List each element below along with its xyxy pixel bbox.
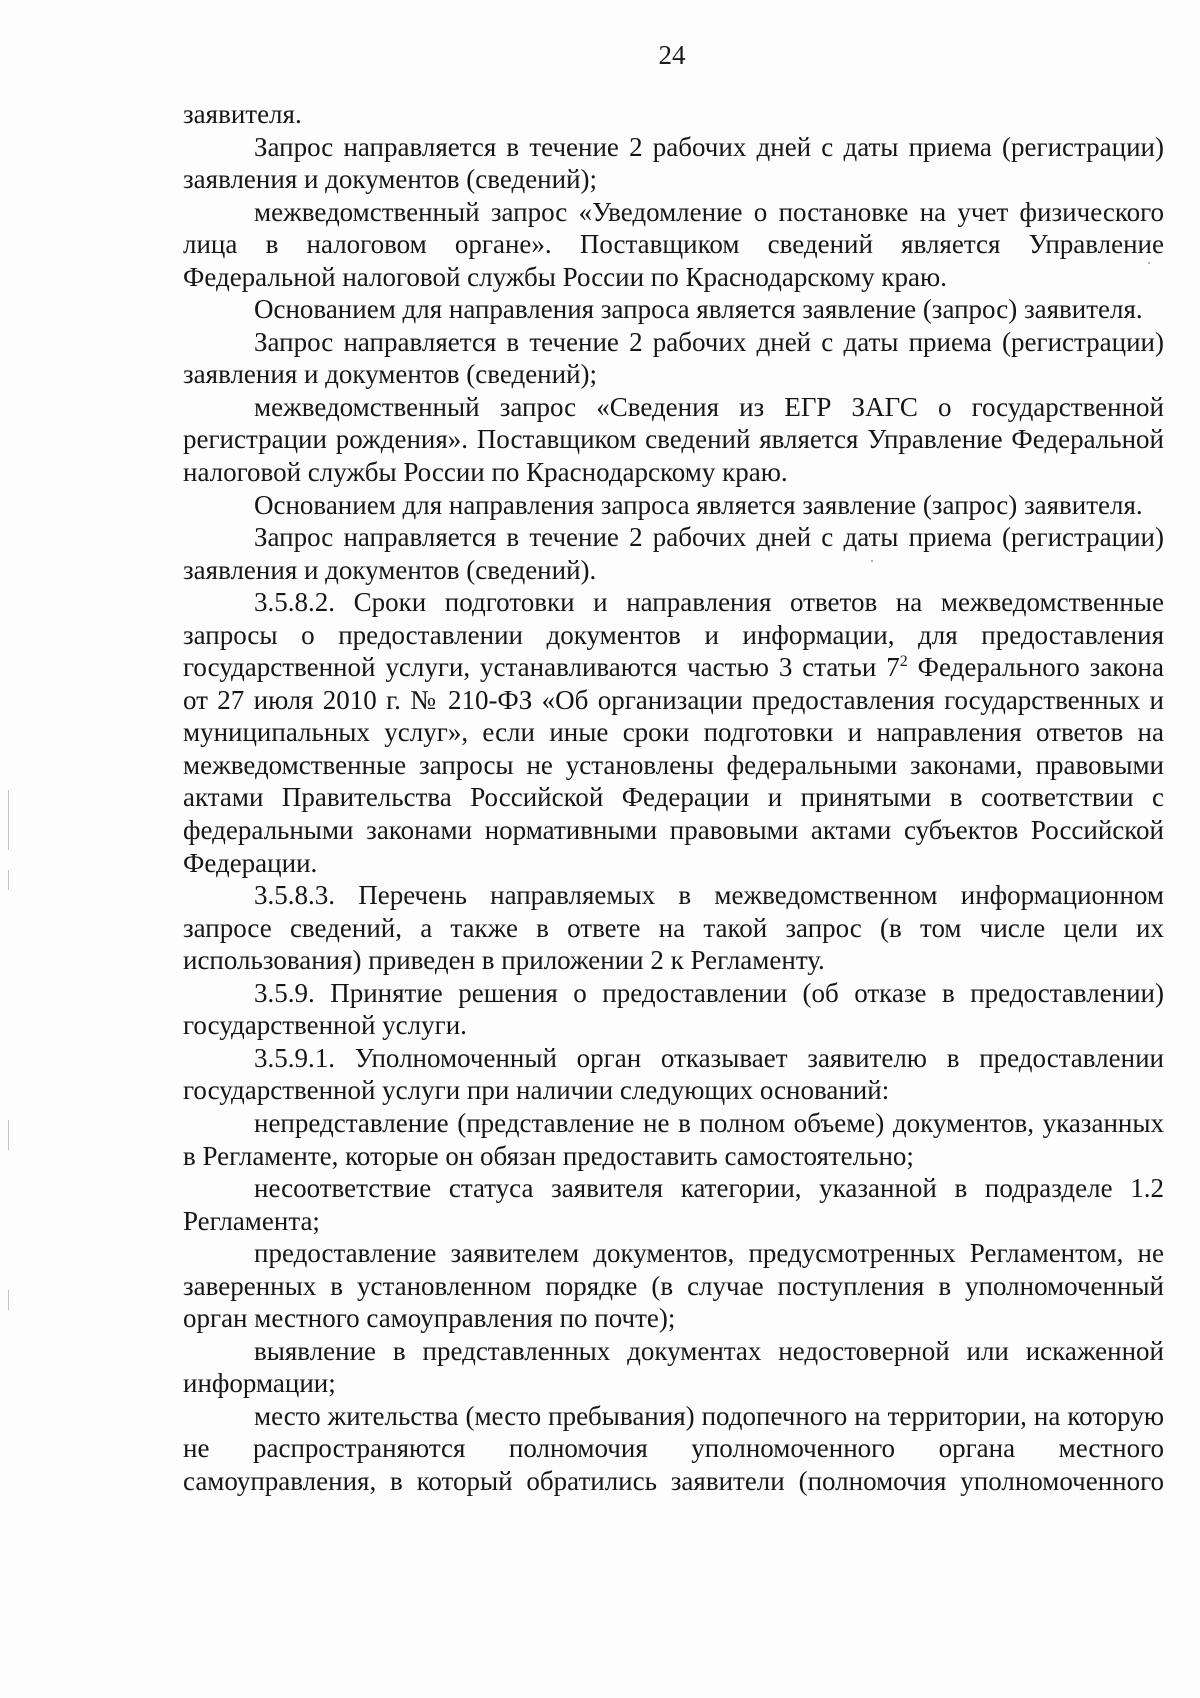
paragraph: 3.5.8.3. Перечень направляемых в межведомственном информационном запросе сведений, а также в ответе на такой запрос (в том числе цели их использования) приведен в приложении 2 к Регламенту. [183,880,1164,976]
scan-artifact [1148,262,1150,264]
paragraph: Запрос направляется в течение 2 рабочих дней с даты приема (регистрации) заявления и документов (сведений). [183,522,1164,585]
paragraph: предоставление заявителем документов, предусмотренных Регламентом, не заверенных в установленном порядке (в случае поступления в уполномоченный орган местного самоуправления по почте); [183,1238,1164,1334]
scan-artifact [8,790,9,850]
paragraph-text: Федерального закона от 27 июля 2010 г. № 210-ФЗ «Об организации предоставления государственных и муниципальных услуг», если иные сроки подготовки и направления ответов на межведомственные запросы не установлены федеральными законами, правовыми актами Правительства Российской Федерации и принятыми в соответствии с федеральными законами нормативными правовыми актами субъектов Российской Федерации. [183,652,1164,878]
paragraph-with-superscript [183,586,1164,879]
scan-artifact [871,560,873,562]
paragraph: место жительства (место пребывания) подопечного на территории, на которую не распространяются полномочия уполномоченного органа местного самоуправления, в который обратились заявители (полномочия уполномоченного [183,1400,1164,1496]
paragraph: Запрос направляется в течение 2 рабочих дней с даты приема (регистрации) заявления и документов (сведений); [183,131,1164,195]
body-text [183,98,1164,1498]
scan-artifact [8,870,9,890]
paragraph: 3.5.9. Принятие решения о предоставлении (об отказе в предоставлении) государственной услуги. [183,977,1164,1041]
paragraph: непредставление (представление не в полном объеме) документов, указанных в Регламенте, которые он обязан предоставить самостоятельно; [183,1107,1164,1171]
page-number: 24 [658,40,686,70]
paragraph: Основанием для направления запроса является заявление (запрос) заявителя. [254,489,1143,520]
paragraph-text: 3.5.8.2. Сроки подготовки и направления ответов на межведомственные запросы о предоставлении документов и информации, для предоставления государственной услуги, устанавливаются частью 3 статьи 7 [183,587,1164,683]
paragraph: межведомственный запрос «Уведомление о постановке на учет физического лица в налоговом органе». Поставщиком сведений является Управление Федеральной налоговой службы России по Краснодарскому краю. [183,196,1164,292]
paragraph: выявление в представленных документах недостоверной или искаженной информации; [183,1335,1164,1399]
scan-artifact [8,1120,9,1150]
paragraph: межведомственный запрос «Сведения из ЕГР ЗАГС о государственной регистрации рождения». Поставщиком сведений является Управление Федеральной налоговой службы России по Краснодарскому краю. [183,391,1164,488]
paragraph: 3.5.9.1. Уполномоченный орган отказывает заявителю в предоставлении государственной услуги при наличии следующих оснований: [183,1042,1164,1106]
paragraph: заявителя. [183,99,302,129]
paragraph: Основанием для направления запроса является заявление (запрос) заявителя. [254,294,1143,325]
paragraph: Запрос направляется в течение 2 рабочих дней с даты приема (регистрации) заявления и документов (сведений); [183,326,1164,390]
paragraph: несоответствие статуса заявителя категории, указанной в подразделе 1.2 Регламента; [183,1173,1164,1236]
superscript: 2 [899,653,908,671]
scan-artifact [8,1290,9,1310]
